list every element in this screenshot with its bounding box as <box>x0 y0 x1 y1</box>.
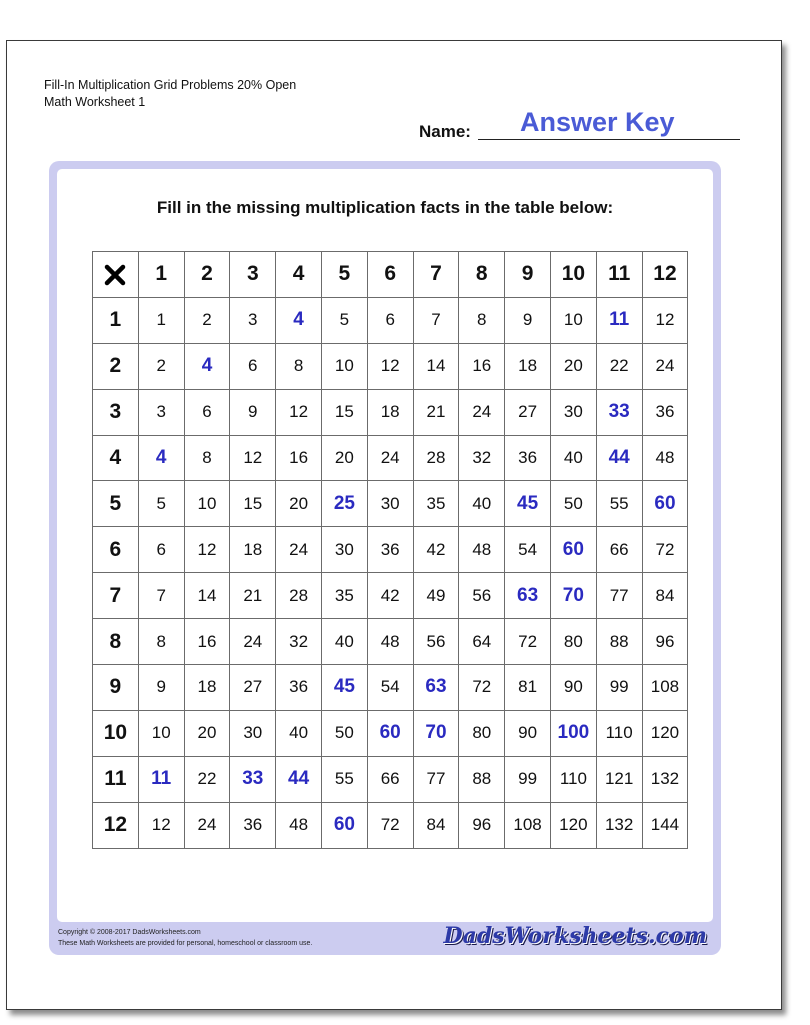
product-cell: 55 <box>321 756 367 802</box>
row-header: 10 <box>93 710 139 756</box>
grid-row <box>93 527 688 573</box>
copyright-text: Copyright © 2008-2017 DadsWorksheets.com <box>58 929 201 936</box>
product-cell: 16 <box>276 435 322 481</box>
answer-cell[interactable]: 44 <box>276 756 322 802</box>
product-cell: 72 <box>505 619 551 665</box>
product-cell: 20 <box>550 343 596 389</box>
product-cell: 12 <box>276 389 322 435</box>
row-header: 8 <box>93 619 139 665</box>
product-cell: 30 <box>321 527 367 573</box>
product-cell: 110 <box>550 756 596 802</box>
product-cell: 8 <box>138 619 184 665</box>
answer-key-label: Answer Key <box>520 107 675 137</box>
answer-cell[interactable]: 70 <box>550 573 596 619</box>
product-cell: 12 <box>138 802 184 848</box>
product-cell: 121 <box>596 756 642 802</box>
product-cell: 18 <box>367 389 413 435</box>
product-cell: 24 <box>367 435 413 481</box>
product-cell: 12 <box>642 297 688 343</box>
grid-header-row <box>93 252 688 298</box>
product-cell: 1 <box>138 297 184 343</box>
product-cell: 3 <box>138 389 184 435</box>
product-cell: 54 <box>367 665 413 711</box>
product-cell: 30 <box>230 710 276 756</box>
product-cell: 30 <box>367 481 413 527</box>
product-cell: 48 <box>367 619 413 665</box>
column-header: 10 <box>550 252 596 298</box>
product-cell: 20 <box>184 710 230 756</box>
product-cell: 49 <box>413 573 459 619</box>
row-header: 6 <box>93 527 139 573</box>
product-cell: 72 <box>459 665 505 711</box>
product-cell: 8 <box>459 297 505 343</box>
column-header: 3 <box>230 252 276 298</box>
product-cell: 7 <box>138 573 184 619</box>
product-cell: 22 <box>184 756 230 802</box>
product-cell: 99 <box>505 756 551 802</box>
product-cell: 18 <box>505 343 551 389</box>
product-cell: 144 <box>642 802 688 848</box>
answer-cell[interactable]: 70 <box>413 710 459 756</box>
product-cell: 48 <box>642 435 688 481</box>
worksheet-title <box>44 77 296 111</box>
answer-cell[interactable]: 63 <box>505 573 551 619</box>
product-cell: 99 <box>596 665 642 711</box>
product-cell: 15 <box>230 481 276 527</box>
product-cell: 120 <box>550 802 596 848</box>
product-cell: 108 <box>642 665 688 711</box>
column-header: 7 <box>413 252 459 298</box>
product-cell: 6 <box>367 297 413 343</box>
product-cell: 84 <box>413 802 459 848</box>
product-cell: 3 <box>230 297 276 343</box>
row-header: 12 <box>93 802 139 848</box>
product-cell: 9 <box>138 665 184 711</box>
product-cell: 12 <box>230 435 276 481</box>
product-cell: 80 <box>459 710 505 756</box>
product-cell: 48 <box>459 527 505 573</box>
product-cell: 96 <box>459 802 505 848</box>
product-cell: 24 <box>184 802 230 848</box>
grid-row <box>93 665 688 711</box>
grid-row <box>93 389 688 435</box>
name-field-line[interactable] <box>478 139 740 140</box>
grid-row <box>93 710 688 756</box>
row-header: 5 <box>93 481 139 527</box>
product-cell: 24 <box>642 343 688 389</box>
product-cell: 36 <box>230 802 276 848</box>
instruction-text: Fill in the missing multiplication facts in the table below: <box>156 198 614 217</box>
column-header: 5 <box>321 252 367 298</box>
product-cell: 36 <box>642 389 688 435</box>
grid-row <box>93 343 688 389</box>
product-cell: 108 <box>505 802 551 848</box>
product-cell: 64 <box>459 619 505 665</box>
product-cell: 22 <box>596 343 642 389</box>
product-cell: 88 <box>596 619 642 665</box>
product-cell: 10 <box>138 710 184 756</box>
product-cell: 36 <box>367 527 413 573</box>
column-header: 2 <box>184 252 230 298</box>
product-cell: 27 <box>505 389 551 435</box>
grid-row <box>93 435 688 481</box>
product-cell: 40 <box>550 435 596 481</box>
product-cell: 35 <box>413 481 459 527</box>
product-cell: 56 <box>459 573 505 619</box>
answer-cell[interactable]: 60 <box>321 802 367 848</box>
product-cell: 81 <box>505 665 551 711</box>
row-header: 1 <box>93 297 139 343</box>
product-cell: 66 <box>367 756 413 802</box>
times-icon <box>103 263 127 287</box>
column-header: 11 <box>596 252 642 298</box>
product-cell: 18 <box>230 527 276 573</box>
answer-cell[interactable]: 100 <box>550 710 596 756</box>
product-cell: 40 <box>321 619 367 665</box>
product-cell: 6 <box>138 527 184 573</box>
row-header: 7 <box>93 573 139 619</box>
product-cell: 90 <box>550 665 596 711</box>
name-label: Name: <box>419 122 471 141</box>
product-cell: 24 <box>459 389 505 435</box>
grid-row <box>93 481 688 527</box>
product-cell: 96 <box>642 619 688 665</box>
grid-row <box>93 619 688 665</box>
answer-cell[interactable]: 11 <box>138 756 184 802</box>
grid-row <box>93 297 688 343</box>
row-header: 4 <box>93 435 139 481</box>
product-cell: 7 <box>413 297 459 343</box>
product-cell: 21 <box>413 389 459 435</box>
grid-row <box>93 802 688 848</box>
worksheet-content-area <box>57 169 713 922</box>
product-cell: 120 <box>642 710 688 756</box>
product-cell: 35 <box>321 573 367 619</box>
usage-notice-text: These Math Worksheets are provided for personal, homeschool or classroom use. <box>58 940 313 947</box>
product-cell: 48 <box>276 802 322 848</box>
product-cell: 24 <box>276 527 322 573</box>
row-header: 9 <box>93 665 139 711</box>
product-cell: 110 <box>596 710 642 756</box>
product-cell: 90 <box>505 710 551 756</box>
worksheet-frame <box>49 161 721 955</box>
product-cell: 20 <box>321 435 367 481</box>
product-cell: 10 <box>550 297 596 343</box>
answer-cell[interactable]: 33 <box>230 756 276 802</box>
answer-cell[interactable]: 11 <box>596 297 642 343</box>
answer-cell[interactable]: 25 <box>321 481 367 527</box>
grid-row <box>93 573 688 619</box>
product-cell: 12 <box>184 527 230 573</box>
multiplication-grid <box>92 251 688 849</box>
product-cell: 56 <box>413 619 459 665</box>
row-header: 3 <box>93 389 139 435</box>
product-cell: 20 <box>276 481 322 527</box>
product-cell: 50 <box>550 481 596 527</box>
product-cell: 10 <box>184 481 230 527</box>
product-cell: 40 <box>276 710 322 756</box>
product-cell: 9 <box>230 389 276 435</box>
worksheet-title-line1: Fill-In Multiplication Grid Problems 20% Open <box>44 78 297 92</box>
product-cell: 21 <box>230 573 276 619</box>
answer-cell[interactable]: 4 <box>138 435 184 481</box>
product-cell: 16 <box>459 343 505 389</box>
product-cell: 5 <box>138 481 184 527</box>
product-cell: 77 <box>596 573 642 619</box>
product-cell: 9 <box>505 297 551 343</box>
grid-corner <box>93 252 139 298</box>
column-header: 9 <box>505 252 551 298</box>
answer-cell[interactable]: 63 <box>413 665 459 711</box>
column-header: 4 <box>276 252 322 298</box>
product-cell: 10 <box>321 343 367 389</box>
column-header: 6 <box>367 252 413 298</box>
product-cell: 80 <box>550 619 596 665</box>
brand-logo[interactable]: DadsWorksheets.com <box>443 923 707 949</box>
product-cell: 54 <box>505 527 551 573</box>
answer-cell[interactable]: 4 <box>184 343 230 389</box>
column-header: 1 <box>138 252 184 298</box>
answer-cell[interactable]: 33 <box>596 389 642 435</box>
column-header: 8 <box>459 252 505 298</box>
row-header: 11 <box>93 756 139 802</box>
product-cell: 66 <box>596 527 642 573</box>
product-cell: 8 <box>184 435 230 481</box>
product-cell: 15 <box>321 389 367 435</box>
product-cell: 18 <box>184 665 230 711</box>
product-cell: 132 <box>642 756 688 802</box>
grid-row <box>93 756 688 802</box>
product-cell: 72 <box>642 527 688 573</box>
product-cell: 88 <box>459 756 505 802</box>
product-cell: 2 <box>138 343 184 389</box>
product-cell: 36 <box>505 435 551 481</box>
product-cell: 14 <box>413 343 459 389</box>
product-cell: 27 <box>230 665 276 711</box>
product-cell: 28 <box>413 435 459 481</box>
row-header: 2 <box>93 343 139 389</box>
product-cell: 12 <box>367 343 413 389</box>
product-cell: 2 <box>184 297 230 343</box>
product-cell: 8 <box>276 343 322 389</box>
product-cell: 14 <box>184 573 230 619</box>
worksheet-title-line2: Math Worksheet 1 <box>44 95 146 109</box>
product-cell: 5 <box>321 297 367 343</box>
product-cell: 84 <box>642 573 688 619</box>
product-cell: 30 <box>550 389 596 435</box>
answer-cell[interactable]: 60 <box>367 710 413 756</box>
product-cell: 16 <box>184 619 230 665</box>
product-cell: 6 <box>184 389 230 435</box>
answer-cell[interactable]: 60 <box>550 527 596 573</box>
product-cell: 6 <box>230 343 276 389</box>
product-cell: 50 <box>321 710 367 756</box>
answer-cell[interactable]: 60 <box>642 481 688 527</box>
answer-cell[interactable]: 4 <box>276 297 322 343</box>
product-cell: 32 <box>276 619 322 665</box>
product-cell: 32 <box>459 435 505 481</box>
answer-cell[interactable]: 44 <box>596 435 642 481</box>
column-header: 12 <box>642 252 688 298</box>
product-cell: 77 <box>413 756 459 802</box>
answer-cell[interactable]: 45 <box>321 665 367 711</box>
product-cell: 42 <box>367 573 413 619</box>
product-cell: 132 <box>596 802 642 848</box>
answer-cell[interactable]: 45 <box>505 481 551 527</box>
product-cell: 36 <box>276 665 322 711</box>
product-cell: 42 <box>413 527 459 573</box>
product-cell: 55 <box>596 481 642 527</box>
product-cell: 28 <box>276 573 322 619</box>
footer-notice <box>58 927 312 949</box>
product-cell: 40 <box>459 481 505 527</box>
product-cell: 24 <box>230 619 276 665</box>
product-cell: 72 <box>367 802 413 848</box>
